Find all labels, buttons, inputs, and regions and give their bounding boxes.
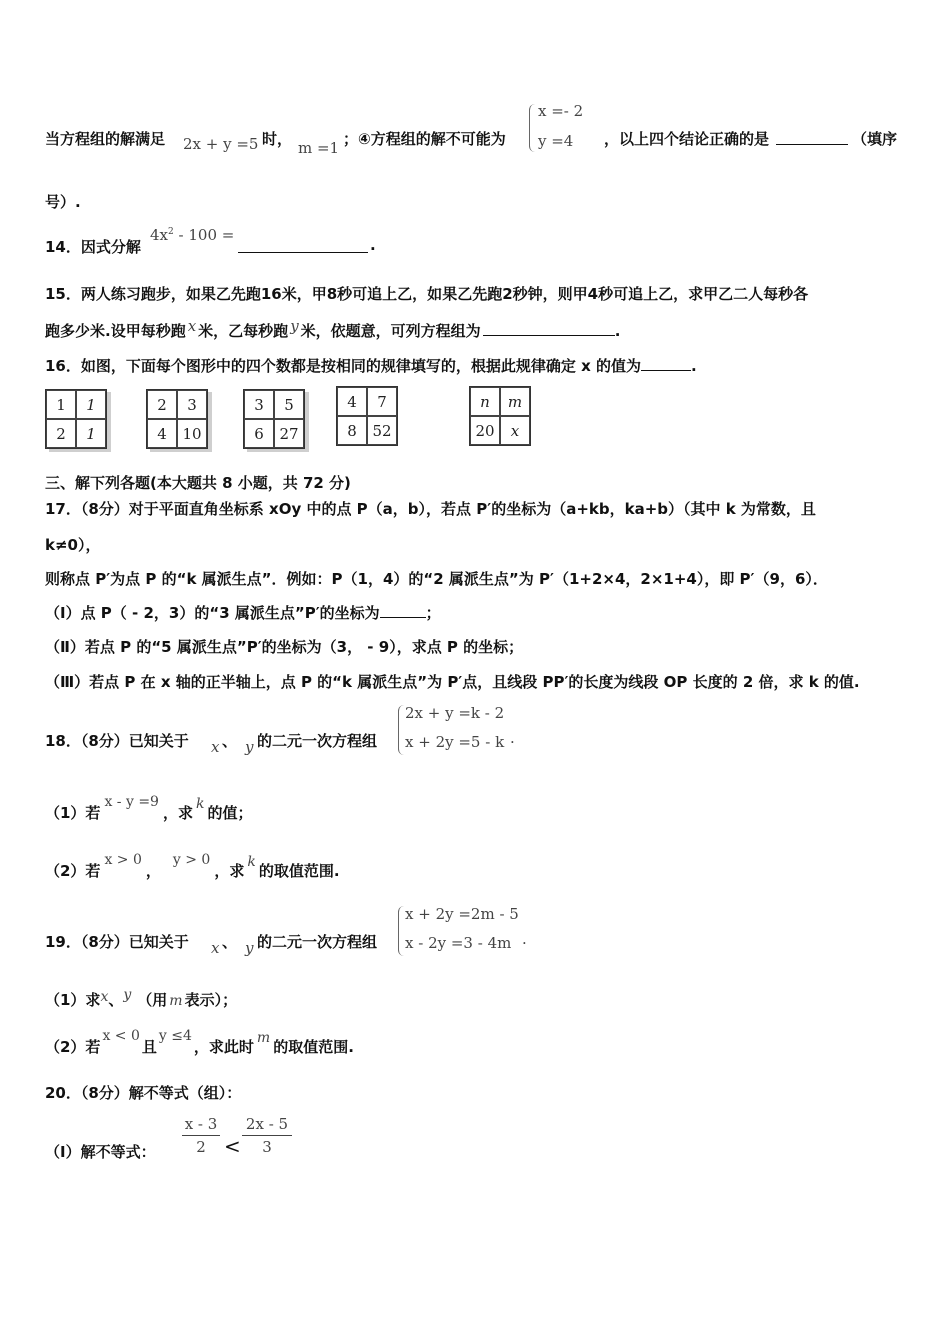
q18-p2-k: k <box>247 854 256 870</box>
q18-system-dot: · <box>510 733 515 751</box>
q18-system-brace <box>398 705 405 755</box>
q13-eq-m: m =1 <box>298 139 340 157</box>
q19-rest: 的二元一次方程组 <box>257 933 378 951</box>
section-3-heading: 三、解下列各题(本大题共 8 小题，共 72 分) <box>45 474 351 492</box>
grid-cell: 1 <box>46 390 76 419</box>
q18-p2-cond2: y > 0 <box>172 852 211 868</box>
q18-p2-ask: ，求 <box>214 862 245 880</box>
q18-p1-end: 的值； <box>207 804 253 822</box>
grid-cell: 3 <box>244 390 274 419</box>
q14-label: 14．因式分解 <box>45 238 141 256</box>
q19-p1-end: 表示）； <box>184 991 238 1009</box>
q15-line2 <box>45 317 621 341</box>
q19-p2-cond1: x < 0 <box>102 1028 140 1044</box>
q15-line2a: 跑多少米.设甲每秒跑 <box>45 322 186 340</box>
q14-expr-exp: 2 <box>168 227 174 237</box>
grid-cell: x <box>500 416 530 445</box>
grid-cell: 8 <box>337 416 367 445</box>
grid-cell: 27 <box>274 419 304 448</box>
q19-system-eq2: x - 2y =3 - 4m <box>405 934 512 952</box>
q19-p2-end: 的取值范围. <box>273 1038 354 1056</box>
grid-cell: 2 <box>147 390 177 419</box>
grid-cell: 6 <box>244 419 274 448</box>
q13-text-tail: ，以上四个结论正确的是 <box>604 130 770 148</box>
q18-part2 <box>45 852 340 881</box>
q15-line1: 15．两人练习跑步，如果乙先跑16米，甲8秒可追上乙，如果乙先跑2秒钟，则甲4秒可追上乙，求甲乙二人每秒各 <box>45 285 809 303</box>
q19-p1-m: m <box>169 993 183 1009</box>
q14-end: . <box>370 236 376 254</box>
q18-system-eq2: x + 2y =5 - k <box>405 733 505 751</box>
q13-system-eq2: y =4 <box>538 132 574 150</box>
q18-intro: 18．（8分）已知关于 <box>45 732 189 750</box>
q18-p2-sep: ， <box>145 862 161 880</box>
q16-answer-blank[interactable] <box>641 358 691 371</box>
q15-end: . <box>614 322 621 340</box>
q19-system-brace <box>398 906 405 956</box>
q19-p1-x: x <box>100 989 109 1005</box>
q17-part2: （Ⅱ）若点 P 的“5 属派生点”P′的坐标为（3， - 9），求点 P 的坐标； <box>45 638 524 656</box>
fraction-bar <box>242 1135 292 1136</box>
q19-p1-sep: 、 <box>108 991 124 1009</box>
grid-cell: 5 <box>274 390 304 419</box>
grid-cell: 1 <box>76 419 106 448</box>
q18-p2-label: （2）若 <box>45 862 101 880</box>
q18-p1-k: k <box>195 796 205 812</box>
q15-line2b: 米，乙每秒跑 <box>198 322 289 340</box>
q16-grid-5 <box>469 386 531 446</box>
q13-system-eq1: x =- 2 <box>538 102 584 120</box>
grid-cell: 3 <box>177 390 207 419</box>
grid-cell: 4 <box>337 387 367 416</box>
q17-line3: 则称点 P′为点 P 的“k 属派生点”．例如：P（1，4）的“2 属派生点”为 P′（1+2×4，2×1+4），即 P′（9，6）． <box>45 570 828 588</box>
q17-part1 <box>45 602 441 623</box>
q14-expression <box>150 226 234 244</box>
q19-p1-y: y <box>123 987 132 1003</box>
q18-rest: 的二元一次方程组 <box>257 732 378 750</box>
q18-p1-ask: ，求 <box>162 804 193 822</box>
q18-p2-end: 的取值范围. <box>258 862 340 880</box>
grid-cell: 10 <box>177 419 207 448</box>
q16-grid-3 <box>243 389 305 449</box>
q16-grid-4 <box>336 386 398 446</box>
q13-text-cont: 号）. <box>45 193 81 211</box>
q15-var-x: x <box>187 317 197 335</box>
q17-part1-text: （Ⅰ）点 P（ - 2，3）的“3 属派生点”P′的坐标为 <box>45 604 380 622</box>
q19-system-dot: · <box>522 934 527 952</box>
q19-var-x: x <box>211 939 220 957</box>
q13-text-fill: （填序 <box>852 130 898 148</box>
grid-cell: m <box>500 387 530 416</box>
q20-part1-label: （Ⅰ）解不等式： <box>45 1143 156 1161</box>
q17-answer-blank[interactable] <box>380 605 426 618</box>
q17-line2: k≠0）， <box>45 536 101 554</box>
q14-expr-rest: - 100 = <box>173 226 235 244</box>
q19-p2-cond2: y ≤4 <box>158 1028 192 1044</box>
q18-p1-condition: x - y =9 <box>104 794 159 810</box>
q20-fraction-right <box>242 1115 292 1156</box>
q18-sep: 、 <box>222 732 238 750</box>
q16-question: 16．如图，下面每个图形中的四个数都是按相同的规律填写的，根据此规律确定 x 的值为 <box>45 357 641 375</box>
q13-text-part2: ；④方程组的解不可能为 <box>343 130 506 148</box>
q16-grid-1 <box>45 389 107 449</box>
grid-cell: 20 <box>470 416 500 445</box>
q14-expr-base: 4x <box>150 226 169 244</box>
q19-p2-ask: ，求此时 <box>193 1038 254 1056</box>
q20-num-right: 2x - 5 <box>245 1115 289 1133</box>
grid-cell: 2 <box>46 419 76 448</box>
q19-part1 <box>45 989 237 1010</box>
q18-var-x: x <box>211 738 220 756</box>
q18-part1 <box>45 794 253 823</box>
q20-intro: 20．（8分）解不等式（组）： <box>45 1084 242 1102</box>
q20-less-than: < <box>224 1134 241 1158</box>
q15-answer-blank[interactable] <box>483 323 615 336</box>
q13-eq-condition: 2x + y =5 <box>183 135 259 153</box>
q18-p1-label: （1）若 <box>45 804 101 822</box>
grid-cell: 7 <box>367 387 397 416</box>
grid-cell: 52 <box>367 416 397 445</box>
q20-den-left: 2 <box>196 1138 206 1156</box>
q19-p1-label: （1）求 <box>45 991 101 1009</box>
q19-part2 <box>45 1028 354 1057</box>
fraction-bar <box>182 1135 220 1136</box>
q19-system-eq1: x + 2y =2m - 5 <box>405 905 519 923</box>
q13-system-brace <box>529 104 536 152</box>
q19-p2-label: （2）若 <box>45 1038 101 1056</box>
q17-line1: 17．（8分）对于平面直角坐标系 xOy 中的点 P（a，b），若点 P′的坐标为（a+kb，ka+b）（其中 k 为常数，且 <box>45 500 816 518</box>
q18-var-y: y <box>245 738 254 756</box>
q16-text <box>45 355 697 376</box>
q17-part3: （Ⅲ）若点 P 在 x 轴的正半轴上，点 P 的“k 属派生点”为 P′点，且线段 PP′的长度为线段 OP 长度的 2 倍，求 k 的值. <box>45 673 860 691</box>
q17-part1-end: ； <box>425 604 441 622</box>
grid-cell: 4 <box>147 419 177 448</box>
q18-p2-cond1: x > 0 <box>104 852 142 868</box>
q19-sep: 、 <box>222 933 238 951</box>
q20-den-right: 3 <box>262 1138 272 1156</box>
q14-answer-blank[interactable] <box>238 240 368 253</box>
q16-end: . <box>691 357 697 375</box>
q16-grid-2 <box>146 389 208 449</box>
q19-p2-and: 且 <box>141 1038 157 1056</box>
grid-cell: 1 <box>76 390 106 419</box>
q15-var-y: y <box>290 317 299 335</box>
q20-fraction-left <box>182 1115 220 1156</box>
q13-text-prefix: 当方程组的解满足 <box>45 130 166 148</box>
q19-var-y: y <box>245 939 254 957</box>
q19-p2-m: m <box>256 1030 271 1046</box>
q18-system-eq1: 2x + y =k - 2 <box>405 704 505 722</box>
q13-text-mid: 时， <box>262 130 293 148</box>
q15-line2c: 米，依题意，可列方程组为 <box>300 322 481 340</box>
q20-num-left: x - 3 <box>184 1115 218 1133</box>
q13-answer-blank[interactable] <box>776 132 848 145</box>
q19-intro: 19．（8分）已知关于 <box>45 933 189 951</box>
q19-p1-use: （用 <box>137 991 168 1009</box>
grid-cell: n <box>470 387 500 416</box>
